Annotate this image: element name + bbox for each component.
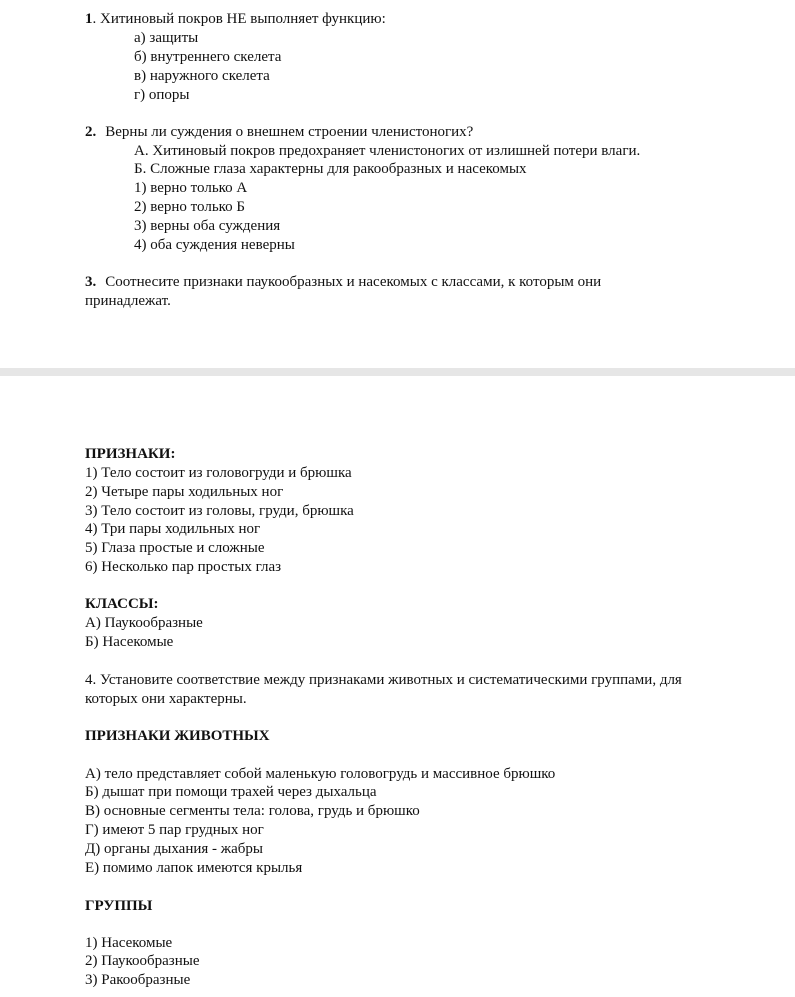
sign-item: 6) Несколько пар простых глаз [85,559,282,575]
question-2-text: Верны ли суждения о внешнем строении членистоногих? [105,124,474,140]
question-3-text-line-1: Соотнесите признаки паукообразных и насекомых с классами, к которым они [105,274,602,290]
animal-sign-item: Г) имеют 5 пар грудных ног [85,822,264,838]
q2-option-3: 3) верны оба суждения [134,218,281,234]
question-1-text: . Хитиновый покров НЕ выполняет функцию: [92,11,386,27]
group-item: 3) Ракообразные [85,972,191,988]
q2-statement-b: Б. Сложные глаза характерны для ракообразных и насекомых [134,161,527,177]
animal-signs-heading: ПРИЗНАКИ ЖИВОТНЫХ [85,728,270,744]
sign-item: 3) Тело состоит из головы, груди, брюшка [85,503,354,519]
sign-item: 5) Глаза простые и сложные [85,540,265,556]
question-3-text-line-2: принадлежат. [85,293,171,309]
animal-sign-item: В) основные сегменты тела: голова, грудь и брюшко [85,803,420,819]
group-item: 2) Паукообразные [85,953,200,969]
question-2-number: 2. [85,124,97,140]
question-1 [85,10,386,28]
q1-option-d: г) опоры [134,87,190,103]
q1-option-b: б) внутреннего скелета [134,49,282,65]
question-3 [85,273,601,291]
question-3-number: 3. [85,274,97,290]
signs-heading: ПРИЗНАКИ: [85,446,176,462]
q1-option-a: а) защиты [134,30,199,46]
animal-sign-item: Д) органы дыхания - жабры [85,841,263,857]
groups-heading: ГРУППЫ [85,898,153,914]
q2-option-1: 1) верно только А [134,180,248,196]
q2-option-2: 2) верно только Б [134,199,246,215]
q2-option-4: 4) оба суждения неверны [134,237,295,253]
sign-item: 1) Тело состоит из головогруди и брюшка [85,465,352,481]
sign-item: 4) Три пары ходильных ног [85,521,261,537]
q1-option-c: в) наружного скелета [134,68,270,84]
group-item: 1) Насекомые [85,935,173,951]
q2-statement-a: А. Хитиновый покров предохраняет членистоногих от излишней потери влаги. [134,143,641,159]
question-4-text-line-2: которых они характерны. [85,691,247,707]
class-item: Б) Насекомые [85,634,174,650]
question-1-number: 1 [85,11,93,27]
classes-heading: КЛАССЫ: [85,596,159,612]
animal-sign-item: Е) помимо лапок имеются крылья [85,860,303,876]
question-4-text-line-1: 4. Установите соответствие между признаками животных и систематическими группами, для [85,672,682,688]
page-separator [0,368,795,376]
class-item: А) Паукообразные [85,615,203,631]
animal-sign-item: Б) дышат при помощи трахей через дыхальца [85,784,377,800]
sign-item: 2) Четыре пары ходильных ног [85,484,284,500]
question-2 [85,123,473,141]
animal-sign-item: А) тело представляет собой маленькую головогрудь и массивное брюшко [85,766,556,782]
